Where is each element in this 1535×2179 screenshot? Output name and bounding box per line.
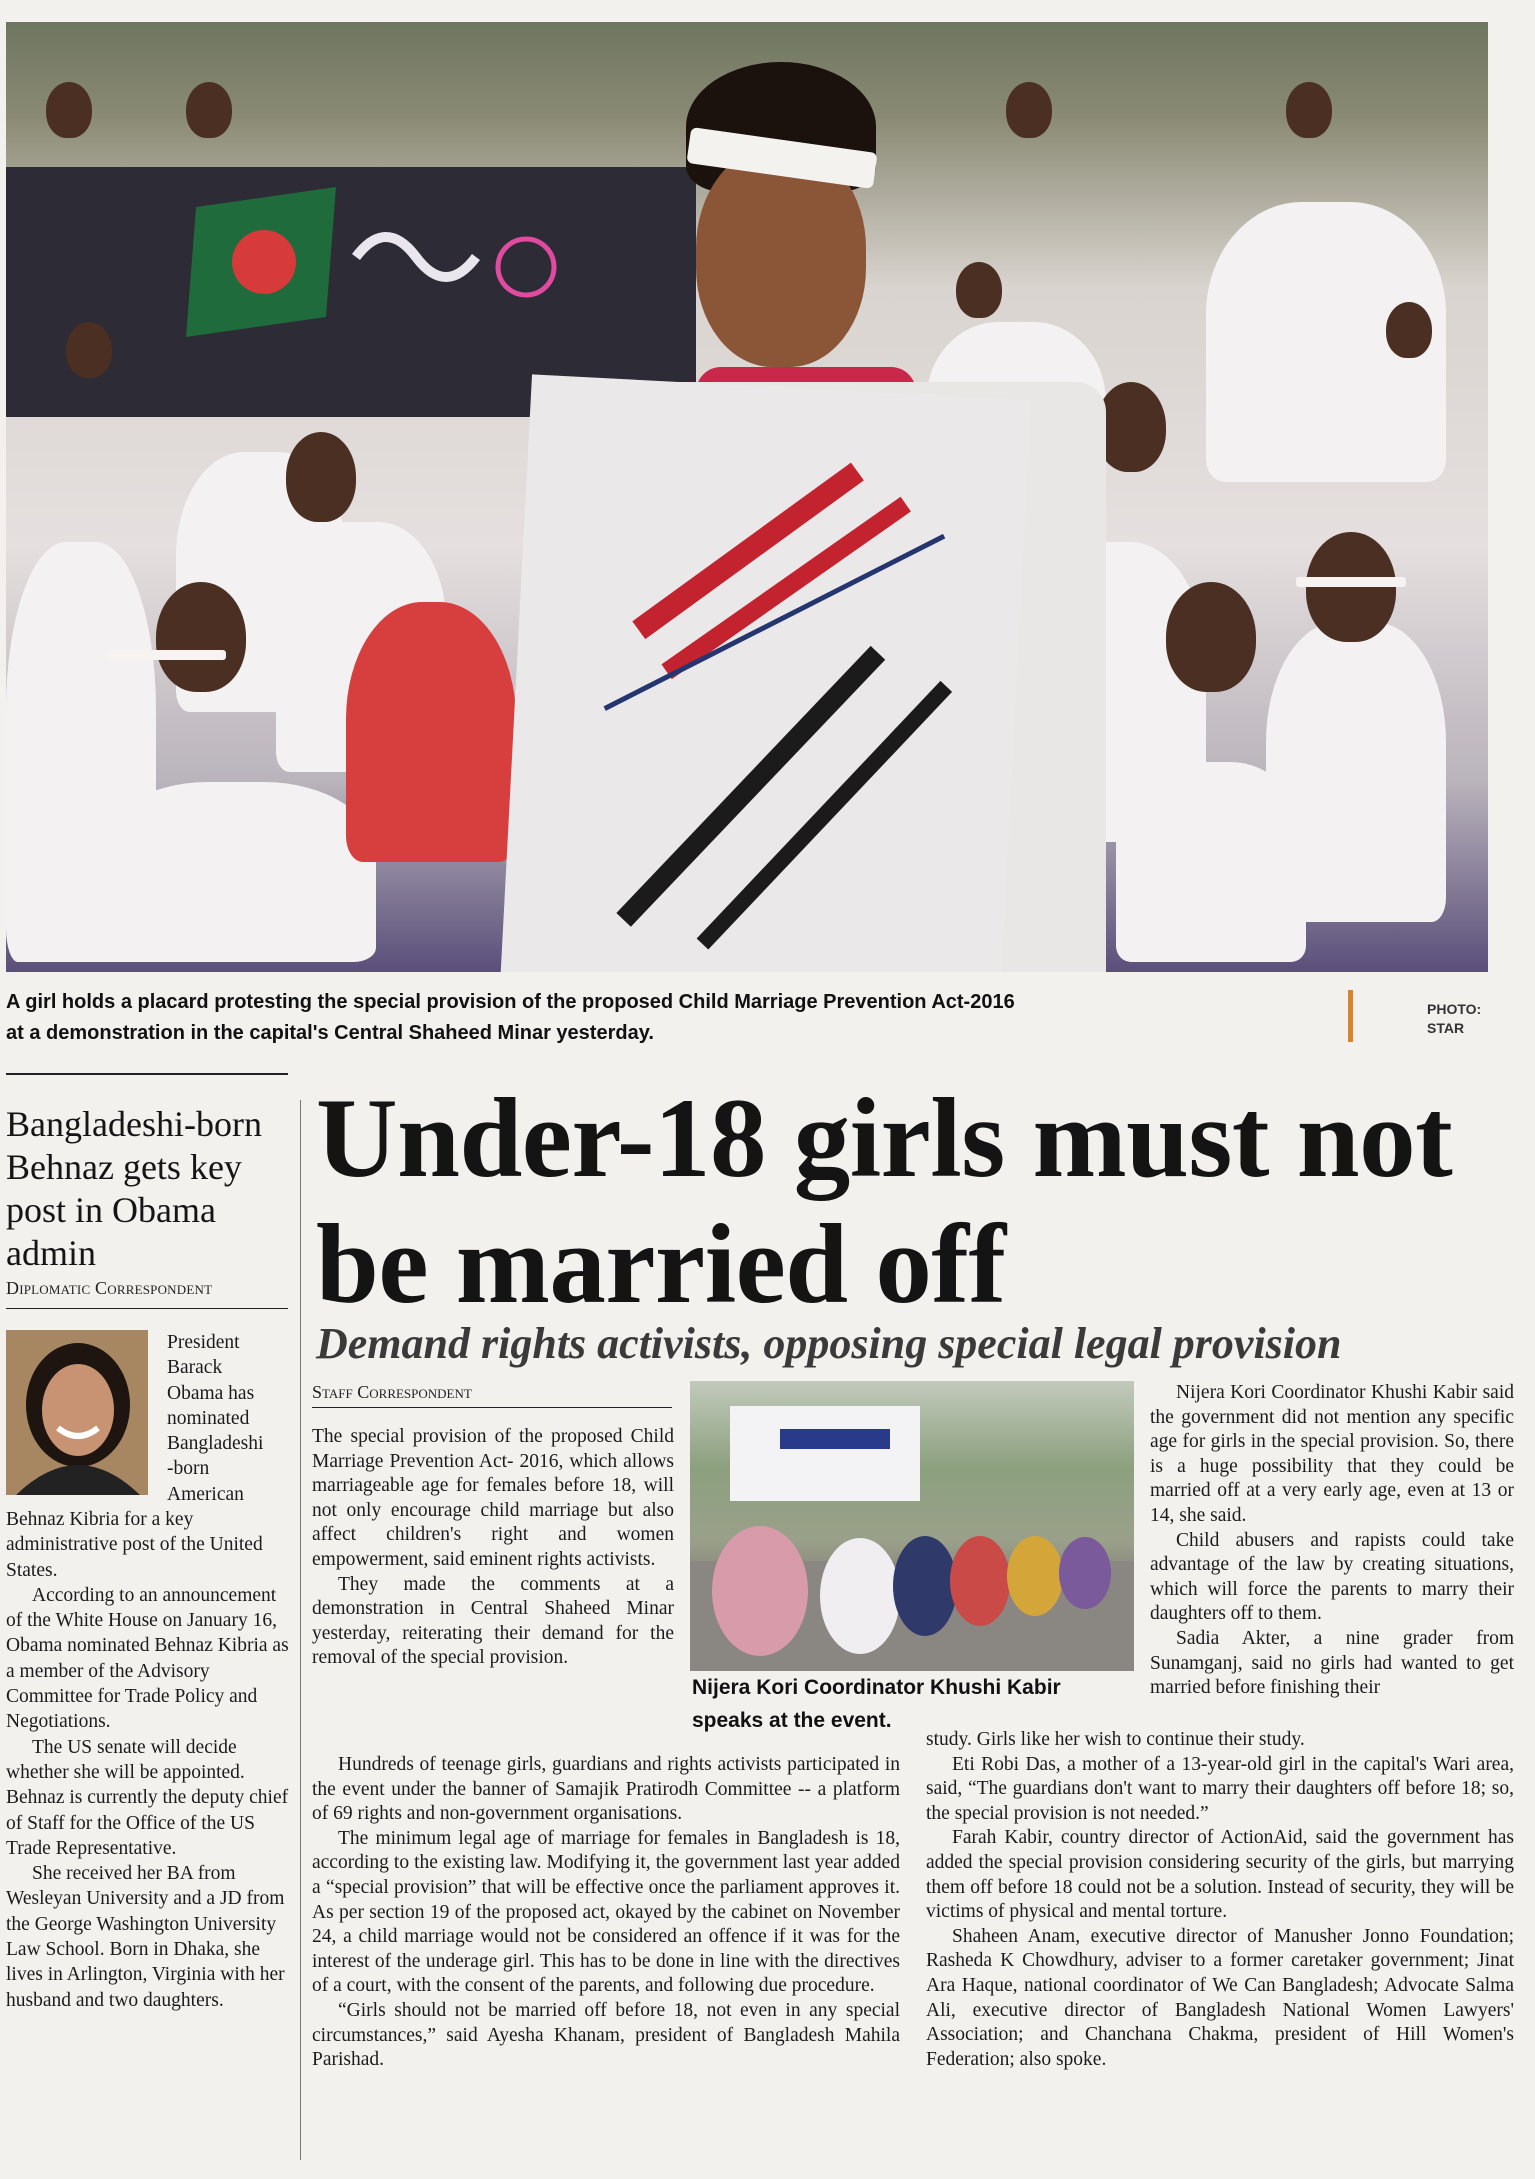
side-lead-line: American [167,1483,244,1505]
inset-graphic [690,1381,1134,1671]
side-byline: Diplomatic Correspondent [6,1278,213,1298]
body-paragraph: Sadia Akter, a nine grader from Sunamganj, said no girls had wanted to get married before finishing their [1150,1627,1514,1699]
behnaz-portrait [6,1330,148,1495]
column-1 [312,1425,674,1671]
photo-caption [6,987,1246,1049]
body-paragraph: They made the comments at a demonstration in Central Shaheed Minar yesterday, reiterating their demand for the removal of the special provision. [312,1573,674,1669]
photo-caption-line-1: A girl holds a placard protesting the special provision of the proposed Child Marriage Prevention Act-2016 [6,991,1015,1013]
column-4-lower [926,1728,1514,2072]
side-lead-line: President [167,1332,240,1353]
side-lead-line: Obama has [167,1382,255,1404]
body-paragraph: The minimum legal age of marriage for females in Bangladesh is 18, according to the existing law. Modifying it, the government last year added a “special provision” that will be effective once the parliament approves it. As per section 19 of the proposed act, okayed by the cabinet on November 24, a child marriage would not be considered an offence if it was for the interest of the underage girl. This has to be done in line with the directives of a court, with the consent of the parents, and following due procedure. [312,1827,900,1997]
side-paragraph: According to an announcement of the White House on January 16, Obama nominated Behnaz Kibria as a member of the Advisory Committee for Trade Policy and Negotiations. [6,1584,289,1733]
body-paragraph: Shaheen Anam, executive director of Manusher Jonno Foundation; Rasheda K Chowdhury, adviser to a former caretaker government; Jinat Ara Haque, national coordinator of We Can Bangladesh; Advocate Salma Ali, executive director of Bangladesh National Women Lawyers' Association; and Chanchana Chakma, president of Hill Women's Federation; also spoke. [926,1925,1514,2070]
body-paragraph: The special provision of the proposed Child Marriage Prevention Act- 2016, which allows marriageable age for females before 18, will not only encourage child marriage but also affect children's right and women empowerment, said eminent rights activists. [312,1426,674,1570]
inset-caption: Nijera Kori Coordinator Khushi Kabir speaks at the event. [692,1676,1061,1732]
placard-graphic [501,374,1032,972]
side-lead-lines [167,1330,297,1507]
side-byline-rule [6,1308,288,1309]
side-headline: Bangladeshi-born Behnaz gets key post in Obama admin [6,1104,262,1273]
photo-credit-value: STAR [1427,1020,1465,1036]
body-paragraph: Nijera Kori Coordinator Khushi Kabir said the government did not mention any specific age for girls in the special provision. So, there is a huge possibility that they could be married off at a very early age, even at 13 or 14, she said. [1150,1382,1514,1526]
photo-credit-label: PHOTO: [1427,1001,1482,1017]
body-paragraph: Child abusers and rapists could take advantage of the law by creating situations, which will force the parents to marry their daughters off to them. [1150,1529,1514,1625]
body-paragraph: “Girls should not be married off before 18, not even in any special circumstances,” said Ayesha Khanam, president of Bangladesh Mahila Parishad. [312,1999,900,2071]
caption-marker [1348,990,1353,1042]
side-lead-line: nominated [167,1407,250,1429]
side-paragraph: Behnaz Kibria for a key administrative post of the United States. [6,1509,263,1581]
column-3 [1150,1381,1514,1701]
side-body [6,1507,296,2013]
body-paragraph: Farah Kabir, country director of ActionAid, said the government has added the special provision considering security of the girls, but marrying them off before 18 could not be a solution. Instead of security, they will be victims of physical and mental torture. [926,1827,1514,1923]
photo-caption-line-2: at a demonstration in the capital's Central Shaheed Minar yesterday. [6,1022,654,1044]
lead-photo [6,22,1488,972]
staff-byline: Staff Correspondent [312,1382,472,1402]
side-lead-line: Bangladeshi [167,1433,264,1455]
inset-photo [690,1381,1134,1671]
main-headline: Under-18 girls must not be married off [316,1076,1453,1327]
portrait-graphic [6,1330,148,1495]
body-paragraph: Hundreds of teenage girls, guardians and rights activists participated in the event under the banner of Samajik Pratirodh Committee -- a platform of 69 rights and non-government organisations. [312,1754,900,1825]
main-deck: Demand rights activists, opposing special legal provision [316,1319,1342,1368]
side-paragraph: The US senate will decide whether she will be appointed. Behnaz is currently the deputy chief of Staff for the Office of the US Trade Representative. [6,1736,289,1859]
body-paragraph: Eti Robi Das, a mother of a 13-year-old girl in the capital's Wari area, said, “The guardians don't want to marry their daughters off before 18; so, the special provision is not needed.” [926,1753,1514,1824]
byline-rule [312,1407,672,1408]
side-lead-line: Barack [167,1357,223,1379]
side-top-rule [6,1073,288,1075]
placard [501,374,1032,972]
side-paragraph: She received her BA from Wesleyan University and a JD from the George Washington University Law School. Born in Dhaka, she lives in Arlington, Virginia with her husband and two daughters. [6,1863,285,2011]
red-scarf [346,602,516,862]
body-paragraph: study. Girls like her wish to continue their study. [926,1729,1305,1750]
column-2-lower [312,1753,900,2073]
side-lead-line: -born [167,1458,210,1480]
photo-credit [1427,1000,1497,1038]
